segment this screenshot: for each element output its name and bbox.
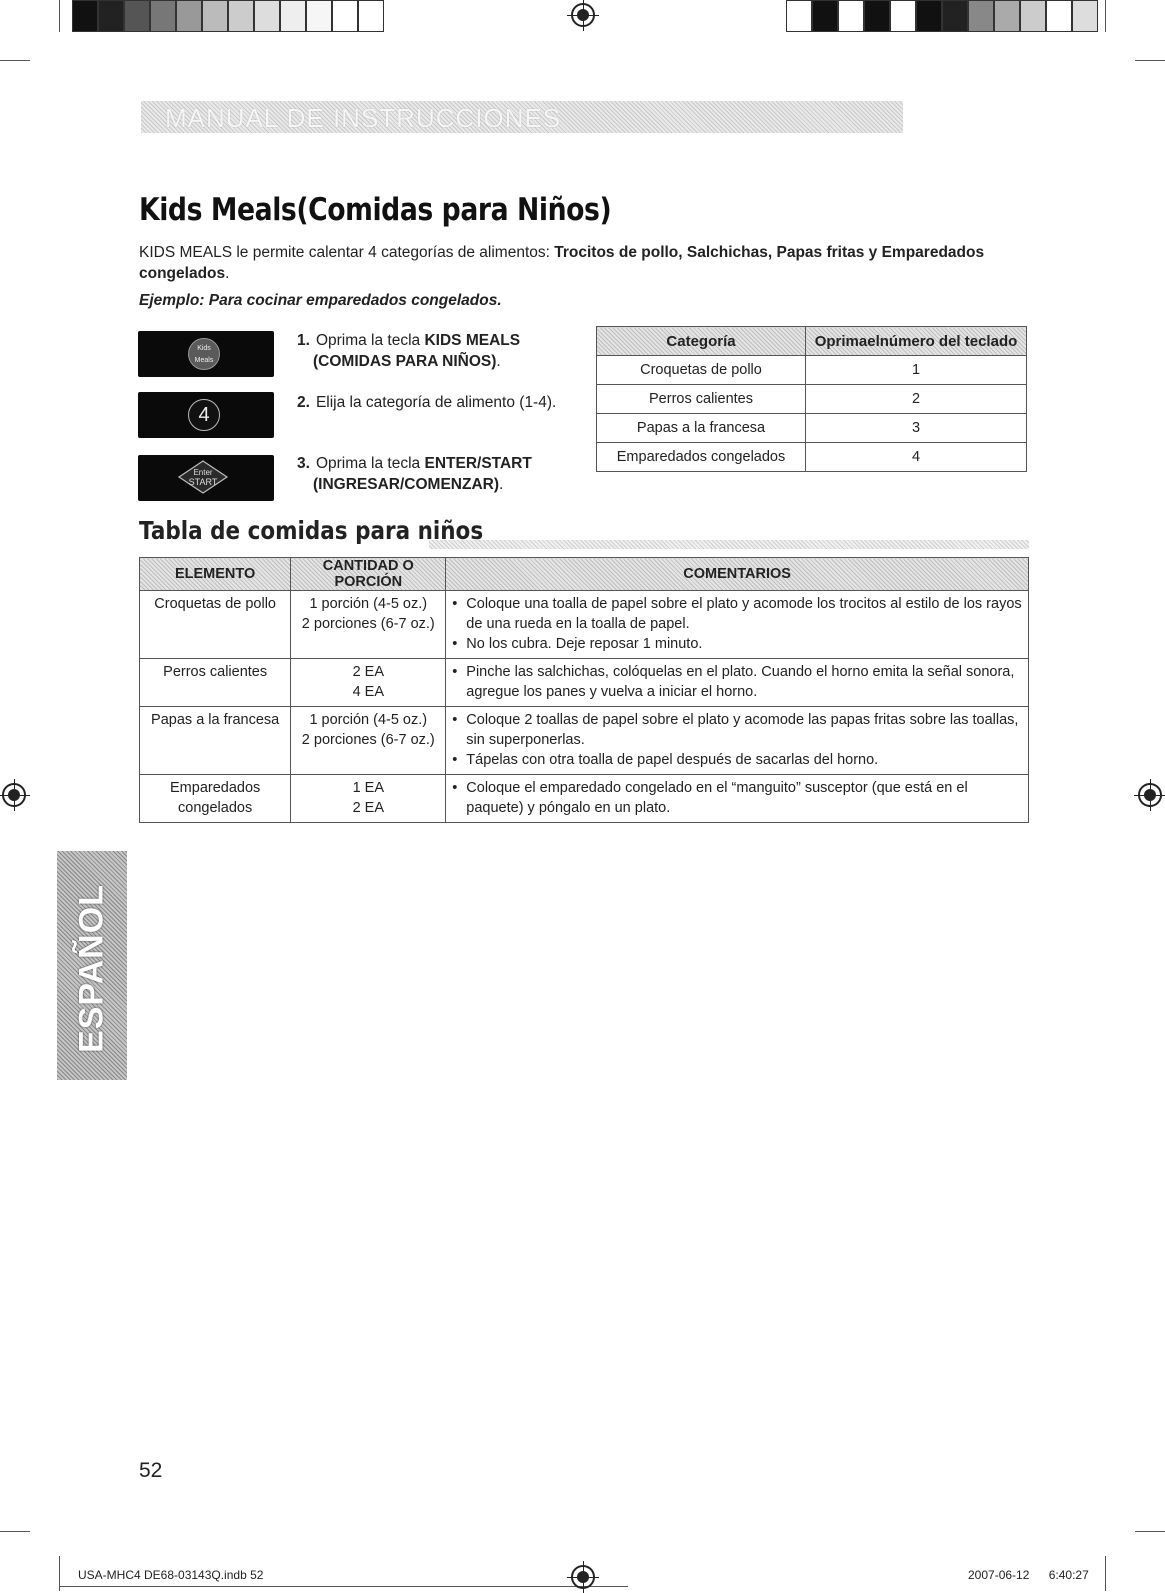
- amount-line: 4 EA: [352, 684, 384, 700]
- language-label: ESPAÑOL: [72, 884, 111, 1053]
- table-row: [597, 443, 1027, 472]
- enter-key-label: Enter: [193, 468, 213, 477]
- meal-item: Croquetas de pollo: [140, 591, 291, 659]
- comment-item: • Coloque 2 toallas de papel sobre el plato y acomode las papas fritas sobre las toallas, sin superponerlas.: [466, 710, 1022, 750]
- kids-meals-key-icon: [188, 338, 220, 370]
- registration-crosshair-icon: [571, 3, 595, 27]
- table-row: [140, 659, 1029, 707]
- amount-line: 2 EA: [352, 664, 384, 680]
- table-row: [140, 707, 1029, 775]
- kids-meals-table: [139, 557, 1029, 823]
- registration-crosshair-icon: [571, 1565, 595, 1589]
- amount-line: 2 porciones (6-7 oz.): [301, 616, 435, 632]
- banner-text: MANUAL DE INSTRUCCIONES: [165, 103, 562, 133]
- comment-item: • Tápelas con otra toalla de papel después de sacarlas del horno.: [466, 750, 1022, 770]
- table-row: [597, 414, 1027, 443]
- amount-line: 2 porciones (6-7 oz.): [301, 732, 435, 748]
- step-key-translation: (INGRESAR/COMENZAR): [313, 476, 499, 493]
- step-key-translation: (COMIDAS PARA NIÑOS): [313, 353, 497, 370]
- step-3: [297, 453, 532, 495]
- comment-item: • Coloque una toalla de papel sobre el plato y acomode los trocitos al estilo de los rayos de una rueda en la toalla de papel.: [466, 594, 1022, 634]
- registration-bar-right: [786, 0, 1098, 32]
- comment-item: • Pinche las salchichas, colóquelas en el plato. Cuando el horno emita la señal sonora, agregue los panes y vuelva a iniciar el horno.: [466, 662, 1022, 702]
- table-header-row: [597, 327, 1027, 356]
- language-side-tab: [57, 851, 127, 1080]
- step-number: 1.: [297, 332, 310, 349]
- page-number: 52: [139, 1459, 163, 1482]
- enter-start-button-image: [138, 455, 274, 501]
- footer-file-info: USA-MHC4 DE68-03143Q.indb 52: [78, 1568, 264, 1582]
- page-title: Kids Meals(Comidas para Niños): [139, 192, 612, 228]
- footer-rule: [60, 1586, 628, 1587]
- step-end: .: [496, 353, 501, 370]
- registration-crosshair-icon: [1138, 783, 1162, 807]
- amount-line: 1 porción (4-5 oz.): [309, 712, 428, 728]
- meal-comments: [446, 775, 1029, 823]
- step-number: 2.: [297, 394, 310, 411]
- meal-amount: [291, 775, 446, 823]
- registration-bar-left: [72, 0, 384, 32]
- step-key: ENTER/START: [424, 455, 532, 472]
- meal-amount: [291, 659, 446, 707]
- step-2: [297, 392, 556, 413]
- step-text: Oprima la tecla: [315, 332, 425, 349]
- column-header-amount: CANTIDAD O PORCIÓN: [291, 558, 446, 591]
- table-header-row: [140, 558, 1029, 591]
- enter-start-key-icon: [177, 459, 229, 495]
- category-number: 2: [806, 385, 1027, 414]
- step-text: Elija la categoría de alimento (1-4).: [315, 394, 557, 411]
- intro-lead: KIDS MEALS le permite calentar 4 categorías de alimentos:: [139, 244, 555, 261]
- table-row: [597, 356, 1027, 385]
- category-table: [596, 326, 1027, 472]
- crop-mark: [1135, 60, 1165, 61]
- crop-mark: [59, 0, 60, 32]
- intro-end: .: [225, 265, 230, 282]
- column-header-item: ELEMENTO: [140, 558, 291, 591]
- crop-mark: [0, 60, 30, 61]
- registration-crosshair-icon: [2, 783, 26, 807]
- category-name: Emparedados congelados: [597, 443, 806, 472]
- step-text: Oprima la tecla: [315, 455, 425, 472]
- meal-amount: [291, 707, 446, 775]
- column-header-keypad-number: Oprimaelnúmero del teclado: [806, 327, 1027, 356]
- intro-bold: Trocitos de pollo, Salchichas, Papas fritas y Emparedados congelados: [139, 244, 985, 282]
- meal-comments: [446, 591, 1029, 659]
- step-end: .: [499, 476, 504, 493]
- crop-mark: [1105, 1556, 1106, 1591]
- step-number: 3.: [297, 455, 310, 472]
- crop-mark: [0, 1531, 30, 1532]
- meal-comments: [446, 707, 1029, 775]
- step-1: [297, 330, 520, 372]
- category-name: Croquetas de pollo: [597, 356, 806, 385]
- meal-item: Perros calientes: [140, 659, 291, 707]
- comment-item: • No los cubra. Deje reposar 1 minuto.: [466, 634, 1022, 654]
- category-name: Papas a la francesa: [597, 414, 806, 443]
- manual-banner: [141, 101, 903, 133]
- crop-mark: [1135, 1531, 1165, 1532]
- number-4-button-image: [138, 392, 274, 438]
- amount-line: 2 EA: [352, 800, 384, 816]
- amount-line: 1 EA: [352, 780, 384, 796]
- meal-item: Emparedados congelados: [140, 775, 291, 823]
- category-name: Perros calientes: [597, 385, 806, 414]
- example-heading: Ejemplo: Para cocinar emparedados congelados.: [139, 292, 502, 309]
- section-heading-bar: [139, 516, 1029, 549]
- category-number: 3: [806, 414, 1027, 443]
- table-row: [597, 385, 1027, 414]
- number-key-icon: [188, 399, 220, 431]
- intro-paragraph: [139, 242, 1029, 284]
- meal-amount: [291, 591, 446, 659]
- footer-timestamp: 2007-06-12 6:40:27: [968, 1568, 1089, 1582]
- table-row: [140, 775, 1029, 823]
- start-key-label: START: [188, 477, 218, 487]
- category-number: 4: [806, 443, 1027, 472]
- column-header-category: Categoría: [597, 327, 806, 356]
- meal-comments: [446, 659, 1029, 707]
- number-key-label: 4: [198, 404, 210, 426]
- category-number: 1: [806, 356, 1027, 385]
- column-header-comments: COMENTARIOS: [446, 558, 1029, 591]
- meal-item: Papas a la francesa: [140, 707, 291, 775]
- crop-mark: [1105, 0, 1106, 32]
- table-row: [140, 591, 1029, 659]
- step-key: KIDS MEALS: [424, 332, 521, 349]
- kids-meals-button-image: [138, 331, 274, 377]
- comment-item: • Coloque el emparedado congelado en el “manguito” susceptor (que está en el paquete) y póngalo en un plato.: [466, 778, 1022, 818]
- section-title: Tabla de comidas para niños: [139, 516, 484, 545]
- kids-meals-key-label: Kids Meals: [194, 345, 214, 364]
- amount-line: 1 porción (4-5 oz.): [309, 596, 428, 612]
